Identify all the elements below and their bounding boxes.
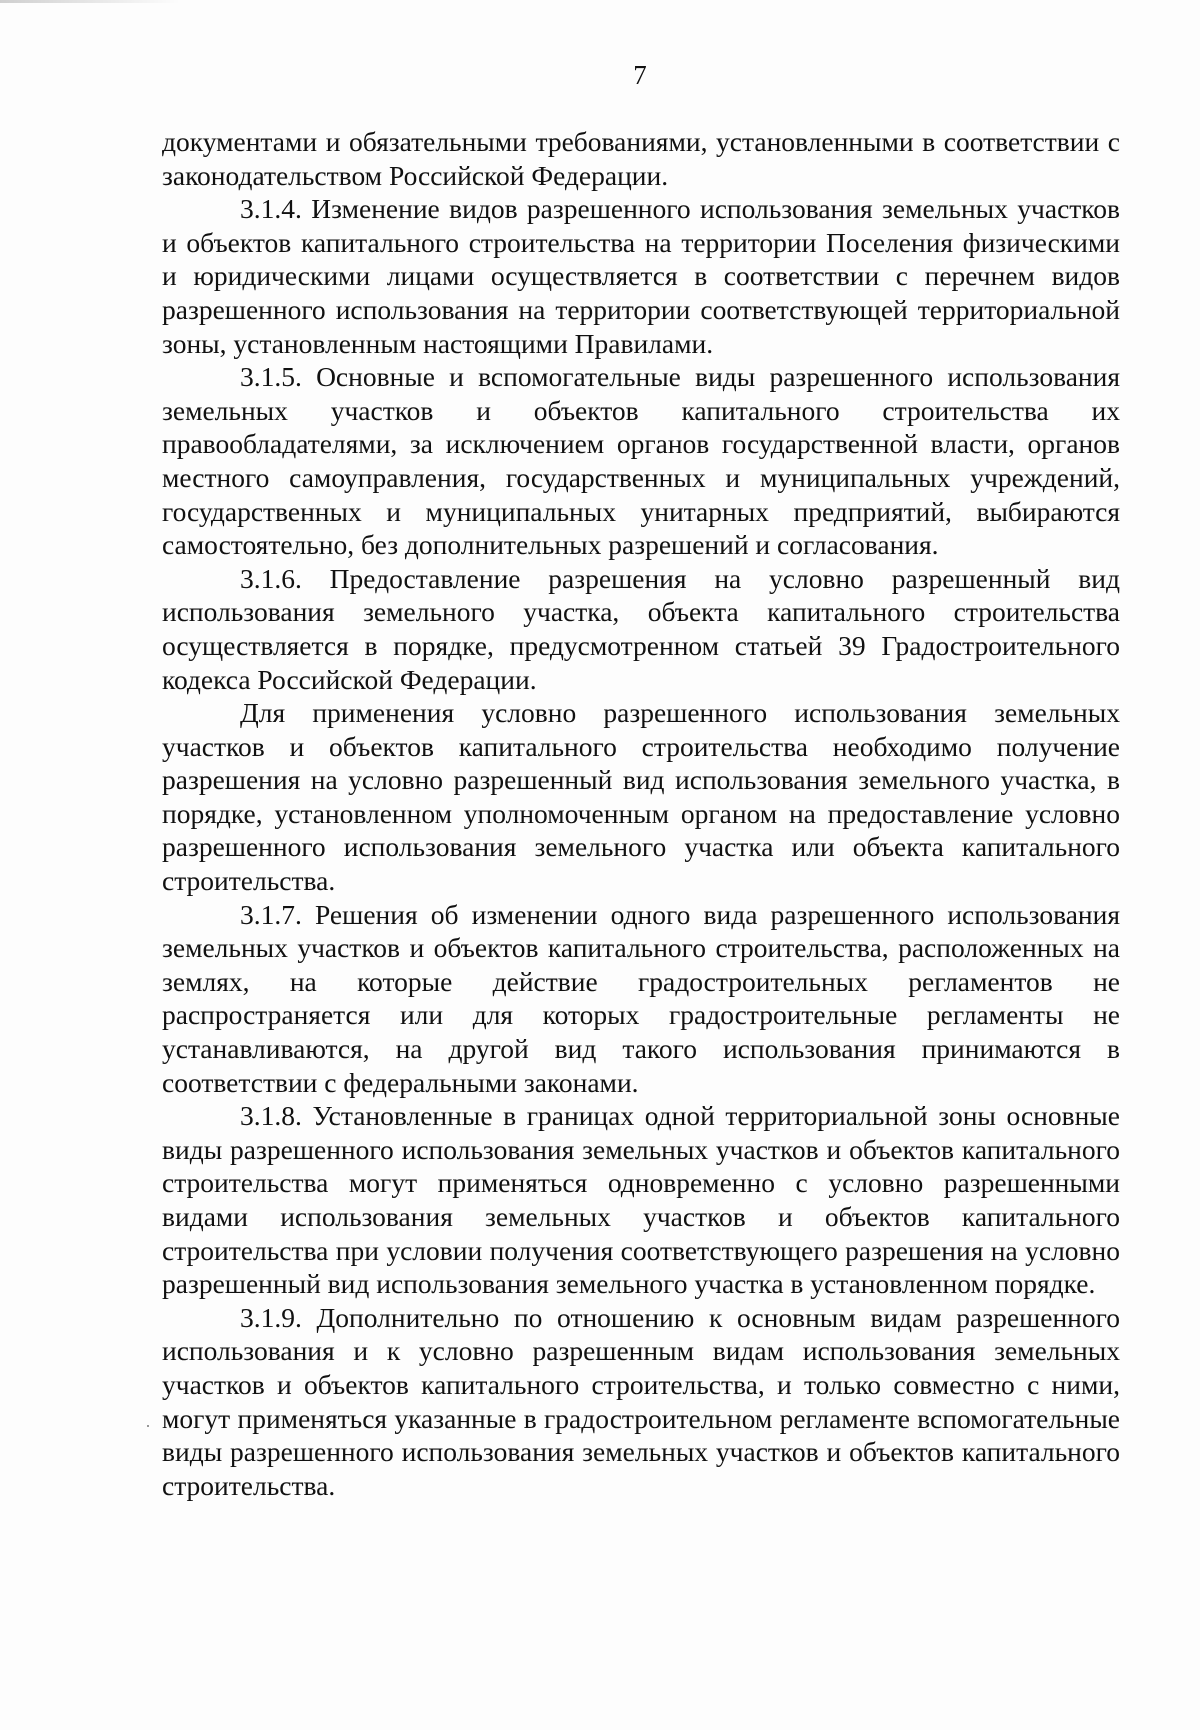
scan-edge-artifact: [0, 0, 180, 3]
paragraph-3-1-6: 3.1.6. Предоставление разрешения на условно разрешенный вид использования земельного участка, объекта капитального строительства осуществляется в порядке, предусмотренном статьей 39 Градостроительного кодекса Российской Федерации.: [162, 562, 1120, 695]
document-body: [162, 125, 1120, 1502]
scan-speck: [147, 1425, 149, 1427]
paragraph-3-1-4: 3.1.4. Изменение видов разрешенного использования земельных участков и объектов капитального строительства на территории Поселения физическими и юридическими лицами осуществляется в соответствии с перечнем видов разрешенного использования на территории соответствующей территориальной зоны, установленным настоящими Правилами.: [162, 193, 1120, 359]
paragraph-3-1-5: 3.1.5. Основные и вспомогательные виды разрешенного использования земельных участков и объектов капитального строительства их правообладателями, за исключением органов государственной власти, органов местного самоуправления, государственных и муниципальных учреждений, государственных и муниципальных унитарных предприятий, выбираются самостоятельно, без дополнительных разрешений и согласования.: [162, 361, 1120, 561]
paragraph-continuation: документами и обязательными требованиями, установленными в соответствии с законодательством Российской Федерации.: [162, 126, 1120, 191]
paragraph-3-1-6-conditional-use: Для применения условно разрешенного использования земельных участков и объектов капитального строительства необходимо получение разрешения на условно разрешенный вид использования земельного участка, в порядке, установленном уполномоченным органом на предоставление условно разрешенного использования земельного участка или объекта капитального строительства.: [162, 697, 1120, 897]
page-number: 7: [633, 60, 647, 90]
paragraph-3-1-9: 3.1.9. Дополнительно по отношению к основным видам разрешенного использования и к условно разрешенным видам использования земельных участков и объектов капитального строительства, и только совместно с ними, могут применяться указанные в градостроительном регламенте вспомогательные виды разрешенного использования земельных участков и объектов капитального строительства.: [162, 1301, 1120, 1501]
paragraph-3-1-8: 3.1.8. Установленные в границах одной территориальной зоны основные виды разрешенного использования земельных участков и объектов капитального строительства могут применяться одновременно с условно разрешенными видами использования земельных участков и объектов капитального строительства при условии получения соответствующего разрешения на условно разрешенный вид использования земельного участка в установленном порядке.: [162, 1100, 1120, 1300]
paragraph-3-1-7: 3.1.7. Решения об изменении одного вида разрешенного использования земельных участков и объектов капитального строительства, расположенных на землях, на которые действие градостроительных регламентов не распространяется или для которых градостроительные регламенты не устанавливаются, на другой вид такого использования принимаются в соответствии с федеральными законами.: [162, 898, 1120, 1098]
